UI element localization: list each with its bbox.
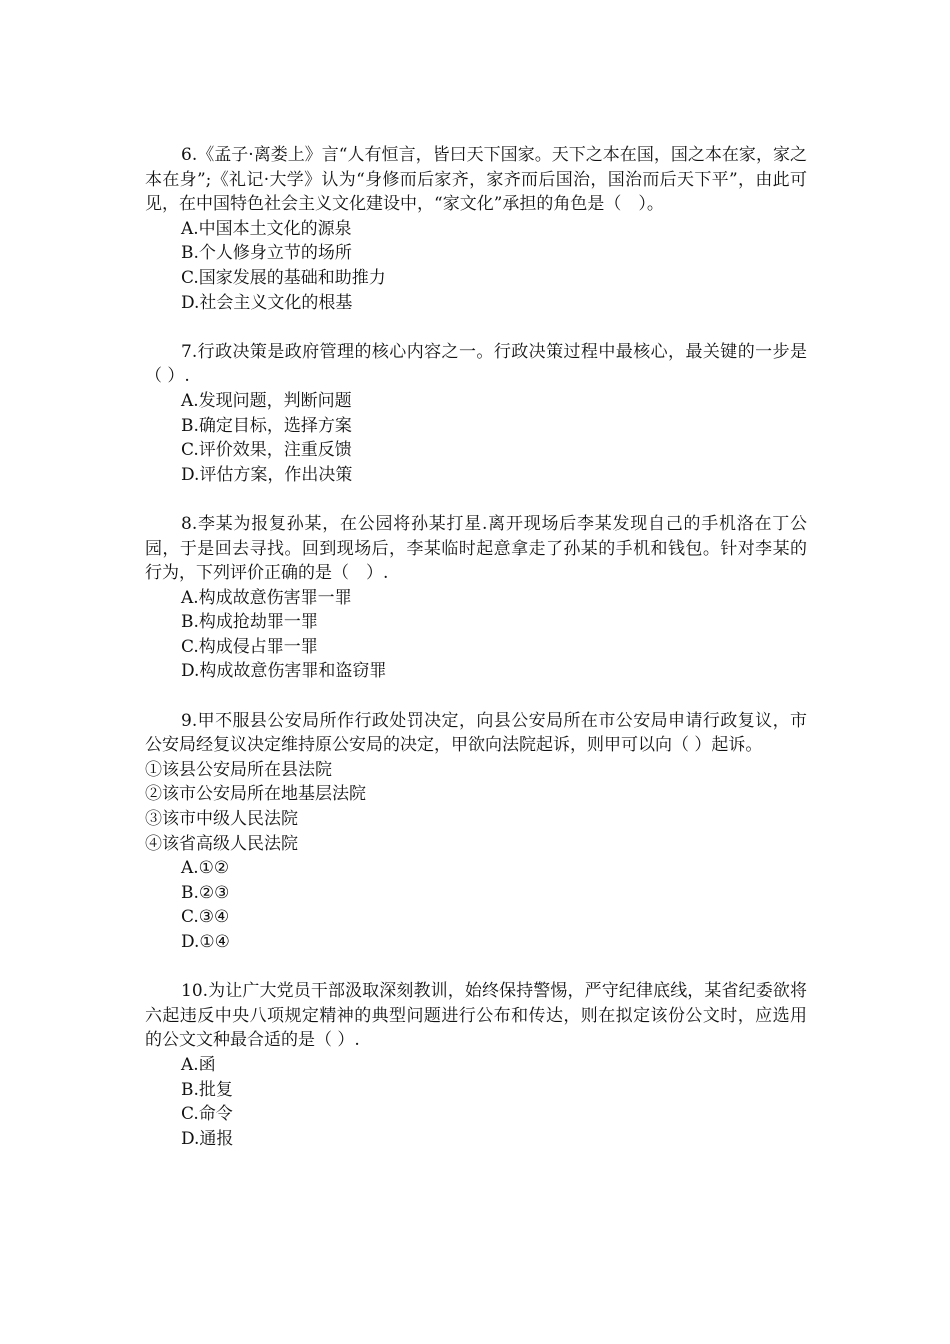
option-a: A.中国本土文化的源泉 [181,218,352,239]
option-b: B.构成抢劫罪一罪 [181,612,318,633]
question-stem: 10.为让广大党员干部汲取深刻教训，始终保持警惕，严守纪律底线，某省纪委欲将六起违反中央八项规定精神的典型问题进行公布和传达，则在拟定该份公文时，应选用的公文文种最合适的是（ ）. [145,981,807,1051]
option-a: A.发现问题，判断问题 [181,390,352,411]
question-9 [145,709,807,955]
question-stem: 8.李某为报复孙某，在公园将孙某打星.离开现场后李某发现自己的手机洛在丁公园，于是回去寻找。回到现场后，李某临时起意拿走了孙某的手机和钱包。针对李某的行为，下列评价正确的是（ ）. [145,513,807,584]
option-a: A.①② [181,858,230,879]
sub-item-2: ②该市公安局所在地基层法院 [145,784,366,805]
option-d: D.社会主义文化的根基 [181,292,353,313]
question-6 [145,143,807,315]
option-b: B.确定目标，选择方案 [181,415,352,436]
option-a: A.构成故意伤害罪一罪 [181,587,352,608]
option-b: B.个人修身立节的场所 [181,243,352,264]
sub-item-3: ③该市中级人民法院 [145,809,298,830]
sub-item-4: ④该省高级人民法院 [145,833,298,854]
option-b: B.②③ [181,882,230,903]
option-c: C.评价效果，注重反馈 [181,440,352,461]
option-c: C.命令 [181,1104,233,1125]
option-a: A.函 [181,1054,216,1075]
option-d: D.构成故意伤害罪和盗窃罪 [181,661,387,682]
question-stem: 9.甲不服县公安局所作行政处罚决定，向县公安局所在市公安局申请行政复议，市公安局经复议决定维持原公安局的决定，甲欲向法院起诉，则甲可以向（ ）起诉。 [145,710,807,756]
question-stem: 7.行政决策是政府管理的核心内容之一。行政决策过程中最核心，最关键的一步是（ ）. [145,341,807,387]
document-page [145,143,807,1176]
option-b: B.批复 [181,1079,233,1100]
option-c: C.国家发展的基础和助推力 [181,267,386,288]
sub-item-1: ①该县公安局所在县法院 [145,759,332,780]
option-d: D.①④ [181,932,230,952]
question-7 [145,340,807,488]
question-8 [145,512,807,684]
question-stem: 6.《孟子·离娄上》言“人有恒言，皆曰天下国家。天下之本在国，国之本在家，家之本在身”;《礼记·大学》认为“身修而后家齐，家齐而后国治，国治而后天下平”，由此可见，在中国特色社会主义文化建设中，“家文化”承担的角色是（ ）。 [145,145,807,215]
question-10 [145,979,807,1151]
option-d: D.通报 [181,1128,234,1149]
option-c: C.构成侵占罪一罪 [181,636,318,657]
option-d: D.评估方案，作出决策 [181,464,353,485]
option-c: C.③④ [181,907,230,928]
